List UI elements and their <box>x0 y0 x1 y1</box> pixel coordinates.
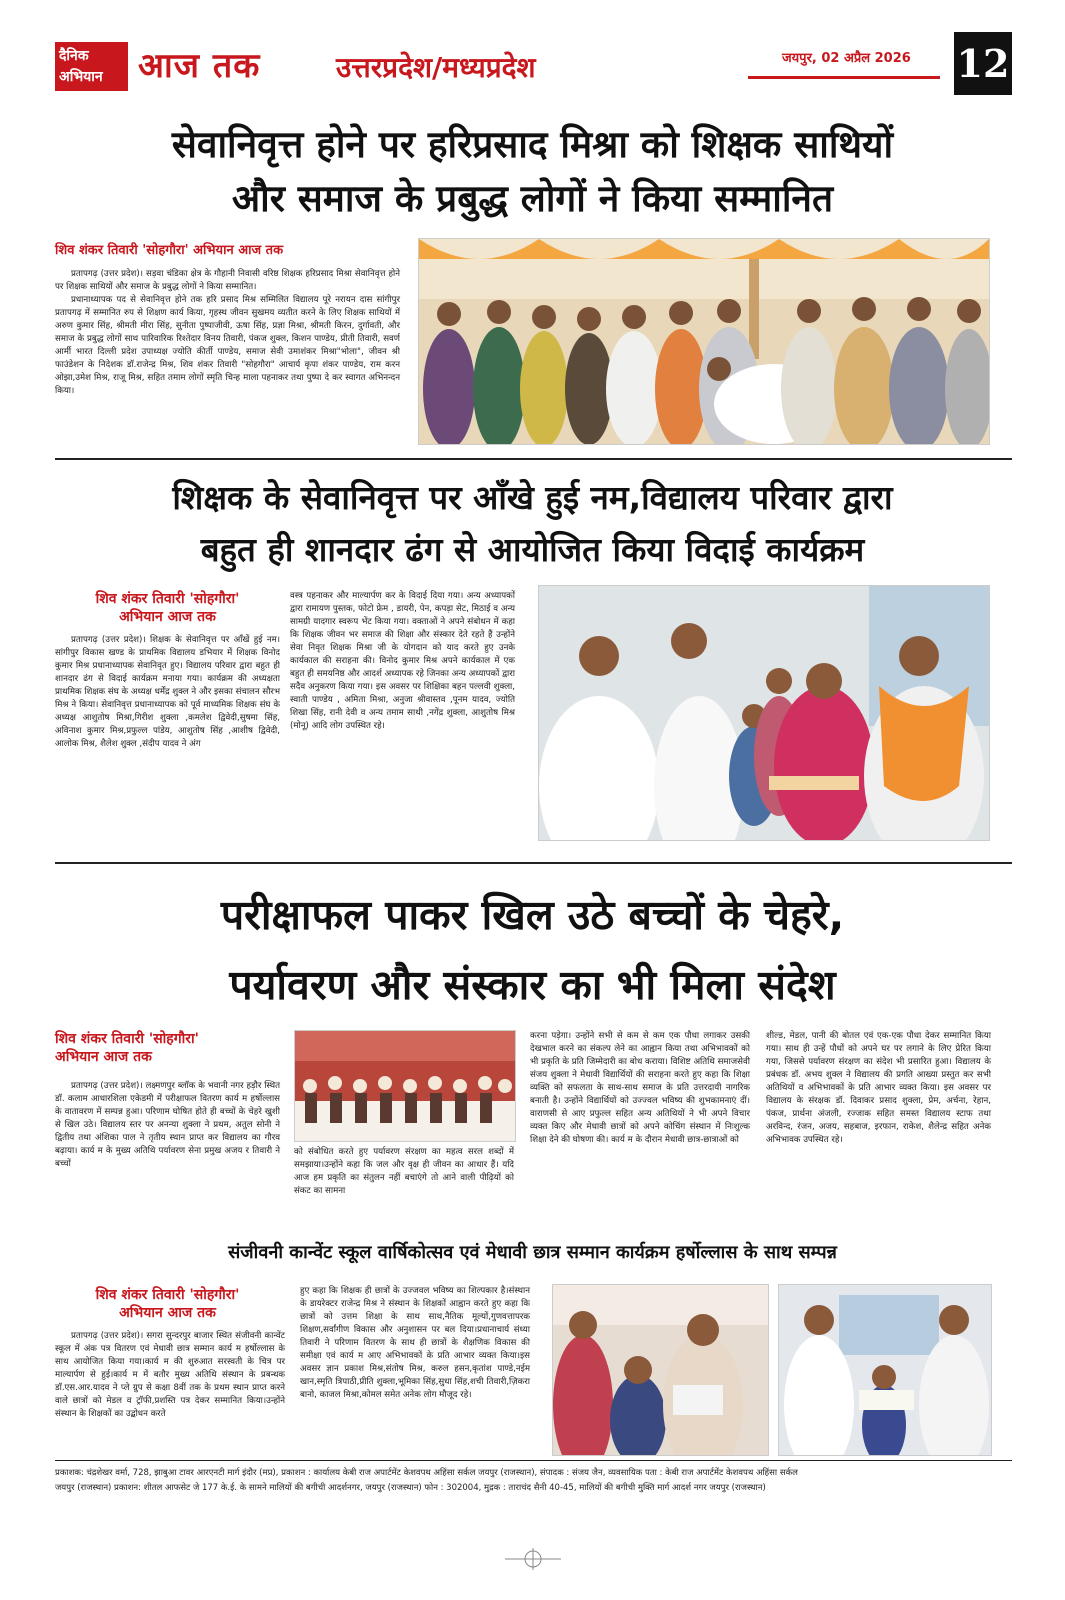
story3-column-2 <box>294 1146 514 1198</box>
story3-headline-line-2: पर्यावरण और संस्कार का भी मिला संदेश <box>229 961 836 1009</box>
story1-paragraph-1: प्रतापगढ़ (उत्तर प्रदेश)। सड़वा चंडिका क्षेत्र के गौहानी निवासी वरिष्ठ शिक्षक हरिप्रसाद मिश्रा सेवानिवृत्त होने पर शिक्षक साथियों और समाज के प्रबुद्ध लोगों ने किया सम्मानित। <box>55 269 400 292</box>
section-title: उत्तरप्रदेश/मध्यप्रदेश <box>336 51 536 84</box>
story1-photo <box>418 238 990 445</box>
story4-photo-2 <box>778 1284 992 1456</box>
story2-byline <box>55 590 280 626</box>
story3-column-1-text: प्रतापगढ़ (उत्तर प्रदेश)। लक्ष्मणपुर ब्लॉक के भवानी नगर हड़ौर स्थित डॉ. कलाम आधारशिला एकेडमी में परीक्षाफल वितरण कार्य म हर्षोल्लास के वातावरण में सम्पन्न हुआ। परिणाम घोषित होते ही बच्चों के चेहरे खुशी से खिल उठे। विद्यालय स्तर पर अनन्या शुक्ला ने प्रथम, अतुल सोनी ने द्वितीय तथा अंशिका पाल ने तृतीय स्थान प्राप्त कर विद्यालय का गौरव बढ़ाया। कार्य म के मुख्य अतिथि पर्यावरण सेना प्रमुख अजय र तिवारी ने बच्चों <box>55 1081 280 1169</box>
imprint-footer <box>55 1466 1012 1496</box>
footer-divider <box>55 1460 1012 1461</box>
result-distribution-photo <box>295 1031 515 1141</box>
story4-byline-paper: अभियान आज तक <box>119 1305 216 1321</box>
story3-column-4-text: शील्ड, मेडल, पानी की बोतल एवं एक-एक पौधा देकर सम्मानित किया गया। साथ ही उन्हें पौधों को अपने घर पर लगाने के लिए प्रेरित किया गया, जिससे पर्यावरण संरक्षण का संदेश भी प्रसारित हुआ। विद्यालय के प्रबंधक डॉ. अभय शुक्ल ने विद्यालय की प्रगति आख्या प्रस्तुत कर सभी अतिथियों व अभिभावकों के प्रति आभार व्यक्त किया। इस अवसर पर विद्यालय के संरक्षक डॉ. दिवाकर प्रसाद शुक्ला, प्रेम, अर्चना, रेहान, पंकज, प्रार्थना अंजली, रज्जाक सहित समस्त विद्यालय स्टाफ तथा अरविन्द, रंजन, अजय, सहबाज, इरफान, राकेश, शैलेन्द्र सहित अनेक अभिभावक उपस्थित रहे। <box>766 1031 991 1145</box>
masthead-brand: आज तक <box>138 46 261 86</box>
masthead-logo-box <box>55 42 128 91</box>
story3-column-1 <box>55 1080 280 1171</box>
masthead-logo-line-1: दैनिक <box>59 48 89 64</box>
story1-headline <box>40 118 1025 226</box>
masthead-logo-line-2: अभियान <box>59 69 103 85</box>
story2-column-1 <box>55 634 280 751</box>
story3-byline-name: शिव शंकर तिवारी 'सोहगौरा' <box>55 1031 199 1047</box>
story2-column-1-text: प्रतापगढ़ (उत्तर प्रदेश)। शिक्षक के सेवानिवृत्त पर आँखें हुई नम। सांगीपुर विकास खण्ड के प्राथमिक विद्यालय डभियार में शिक्षक विनोद कुमार मिश्र प्रधानाध्यापक सेवानिवृत हुए। विद्यालय परिवार द्वारा बहुत ही शानदार ढंग से विदाई कार्यक्रम मनाया गया। कार्यक्रम की अध्यक्षता प्राथमिक शिक्षक संघ के अध्यक्ष धर्मेंद्र शुक्ल ने और इसका संचालन सौरभ मिश्र ने किया। सेवानिवृत्त प्रधानाध्यापक को पूर्व माध्यमिक शिक्षक संघ के अध्यक्ष आशुतोष मिश्रा,गिरीश शुक्ला ,कमलेश द्विवेदी,सुषमा सिंह, अविनाश कुमार मिश्र,प्रफुल्ल पांडेय, आशुतोष सिंह ,आशीष द्विवेदी, आलोक मिश्र, शैलेश शुक्ल ,संदीप यादव ने अंग <box>55 635 280 749</box>
story4-byline <box>55 1286 280 1322</box>
story1-byline: शिव शंकर तिवारी 'सोहगौरा' अभियान आज तक <box>55 243 284 258</box>
page-number: 12 <box>954 32 1012 95</box>
story2-photo <box>538 585 990 841</box>
felicitation-group-photo <box>419 239 989 444</box>
story1-body <box>55 268 400 398</box>
story1-headline-line-1: सेवानिवृत्त होने पर हरिप्रसाद मिश्रा को शिक्षक साथियों <box>171 123 894 166</box>
story2-headline <box>40 472 1025 576</box>
story3-column-4 <box>766 1030 991 1147</box>
section-divider-1 <box>55 458 1012 460</box>
certificate-presentation-photo <box>779 1285 991 1455</box>
student-award-photo <box>553 1285 768 1455</box>
registration-mark-icon <box>505 1548 561 1570</box>
story3-headline-line-1: परीक्षाफल पाकर खिल उठे बच्चों के चेहरे, <box>220 891 845 939</box>
story4-column-2 <box>300 1285 530 1402</box>
story3-column-3-text: करना पड़ेगा। उन्होंने सभी से कम से कम एक पौधा लगाकर उसकी देखभाल करने का संकल्प लेने का आह्वान किया तथा अभिभावकों को भी प्रकृति के प्रति जिम्मेदारी का बोध कराया। विशिष्ट अतिथि समाजसेवी संजय शुक्ला ने मेधावी विद्यार्थियों की सराहना करते हुए कहा कि शिक्षा व्यक्ति को सफलता के साथ-साथ समाज के प्रति उत्तरदायी नागरिक बनाती है। उन्होंने विद्यार्थियों को उज्ज्वल भविष्य की शुभकामनाएं दीं।वाराणसी से आए प्रफुल्ल सहित अन्य अतिथियों ने भी अपने विचार व्यक्त किए और मेधावी छात्रों को अपने कोचिंग संस्थान में निःशुल्क शिक्षा देने की घोषणा की। कार्य म के दौरान मेधावी छात्र-छात्राओं को <box>530 1031 750 1145</box>
story3-column-3 <box>530 1030 750 1147</box>
story4-column-1-text: प्रतापगढ़ (उत्तर प्रदेश)। सगरा सुन्दरपुर बाजार स्थित संजीवनी कान्वेंट स्कूल में अंक पत्र वितरण एवं मेधावी छात्र सम्मान कार्य म हर्षोल्लास के साथ आयोजित किया गया।कार्य म की शुरुआत सरस्वती के चित्र पर माल्यार्पण से हुई।कार्य म में बतौर मुख्य अतिथि संस्थान के प्रबन्धक डॉ.एस.आर.यादव ने प्ले ग्रुप से कक्षा 8वीं तक के प्रथम स्थान प्राप्त करने वाले छात्रों को मेडल व ट्रॉफी,प्रशस्ति पत्र देकर सम्मानित किया।उन्होंने संस्थान के शिक्षकों का उद्बोधन करते <box>55 1331 285 1419</box>
story2-column-2-text: वस्त्र पहनाकर और माल्यार्पण कर के विदाई दिया गया। अन्य अध्यापकों द्वारा रामायण पुस्तक, फोटो फ्रेम , डायरी, पेन, कपड़ा सेट, मिठाई व अन्य सामग्री यादगार स्वरूप भेंट किया गया। वक्ताओं ने अपने संबोधन में कहा कि शिक्षक जीवन भर समाज की शिक्षा और संस्कार देते रहते हैं उन्होंने सेवा निवृत शिक्षक मिश्रा जी के योगदान को याद करते हुए उनके कार्यकाल की सराहना की। विनोद कुमार मिश्र अपने कार्यकाल में एक बहुत ही समयनिष्ठ और आदर्श अध्यापक रहे जिनका अन्य अध्यापकों द्वारा सदैव अनुकरण किया गया। इस अवसर पर शिक्षिका बहन पल्लवी शुक्ला, स्वाती पाण्डेय , अमिता मिश्रा, अनुजा श्रीवास्तव ,पूनम यादव, ज्योति शिखा सिंह, रानी देवी व अन्य तमाम साथी ,नगेंद्र शुक्ला, आशुतोष मिश्र (मोनू) आदि लोग उपस्थित रहे। <box>290 591 515 731</box>
story3-byline-paper: अभियान आज तक <box>55 1049 152 1065</box>
imprint-line-2: जयपुर (राजस्थान) प्रकाशन: शीतल आफसेट जे 177 के.ई. के सामने मालियों की बगीची आदर्शनगर, जयपुर (राजस्थान) फोन : 302004, मुद्रक : ताराचंद सैनी 40-45, मालियों की बगीची मुक्ति मार्ग आदर्श नगर जयपुर (राजस्थान) <box>55 1483 766 1493</box>
story1-paragraph-2: प्रधानाध्यापक पद से सेवानिवृत्त होने तक हरि प्रसाद मिश्र सम्मिलित विद्यालय पूरे नरायन दास सांगीपुर प्रतापगढ़ में सम्मानित रुप से शिक्षण कार्य किया, गृहस्थ जीवन सुखमय व्यतीत करने के लिए शिक्षक साथियों में अरुण कुमार सिंह, श्रीमती मीरा सिंह, सुनीता पुष्पाजीवी, ऊषा सिंह, प्रज्ञा मिश्रा, श्रीमती किरन, दुर्गावती, और समाज के प्रबुद्ध लोगों साथ पारिवारिक रिश्तेदार विनय तिवारी, पंकज शुक्ल, किशन पाण्डेय, प्रीती तिवारी, सवर्ण आर्मी भारत दिल्ली प्रदेश उपाध्यक्ष ज्योति कीर्ती पाण्डेय, समाज सेवी उमाशंकर मिश्रा"भोला", जीवन श्री फाउंडेशन के निदेशक डॉ.राजेन्द्र मिश्र, शिव शंकर तिवारी "सोहगौरा" आचार्य कृपा शंकर पाण्डेय, राम करन ओझा,उमेश मिश्र, राजू मिश्र, सहित तमाम लोगों स्मृति चिन्ह माला पहनाकर तथा पुष्पा दे कर स्वागत अभिनन्दन किया। <box>55 295 400 396</box>
issue-date: जयपुर, 02 अप्रैल 2026 <box>782 51 911 66</box>
farewell-ceremony-photo <box>539 586 989 840</box>
story4-headline: संजीवनी कान्वेंट स्कूल वार्षिकोत्सव एवं मेधावी छात्र सम्मान कार्यक्रम हर्षोल्लास के साथ सम्पन्न <box>228 1242 837 1263</box>
story1-headline-line-2: और समाज के प्रबुद्ध लोगों ने किया सम्मानित <box>231 177 834 220</box>
story4-byline-name: शिव शंकर तिवारी 'सोहगौरा' <box>95 1287 240 1303</box>
story2-headline-line-1: शिक्षक के सेवानिवृत्त पर आँखे हुई नम,विद्यालय परिवार द्वारा <box>172 478 893 517</box>
story2-headline-line-2: बहुत ही शानदार ढंग से आयोजित किया विदाई कार्यक्रम <box>200 530 865 569</box>
story3-photo <box>294 1030 516 1142</box>
story3-column-2-text: को संबोधित करते हुए पर्यावरण संरक्षण का महत्व सरल शब्दों में समझाया।उन्होंने कहा कि जल और वृक्ष ही जीवन का आधार हैं। यदि आज हम प्रकृति का संतुलन नहीं बचाएंगे तो आने वाली पीढ़ियों को संकट का सामना <box>294 1147 514 1196</box>
story2-byline-paper: अभियान आज तक <box>119 609 216 625</box>
story4-column-1 <box>55 1330 285 1421</box>
imprint-line-1: प्रकाशक: चंद्रशेखर वर्मा, 728, झाबुआ टावर आरएनटी मार्ग इंदौर (मप्र), प्रकाशन : कार्यालय केबी राज अपार्टमेंट केशवपथ अहिंसा सर्कल जयपुर (राजस्थान), संपादक : संजय जैन, व्यवसायिक पता : केबी राज अपार्टमेंट केशवपथ अहिंसा सर्कल <box>55 1468 798 1478</box>
story3-headline <box>40 880 1025 1020</box>
story4-photo-1 <box>552 1284 769 1456</box>
story2-byline-name: शिव शंकर तिवारी 'सोहगौरा' <box>95 591 240 607</box>
story4-column-2-text: हुए कहा कि शिक्षक ही छात्रों के उज्जवल भविष्य का शिल्पकार है।संस्थान के डायरेक्टर राजेन्द्र मिश्र ने संस्थान के शिक्षकों आह्वान करते हुए कहा कि छात्रों को उत्तम शिक्षा के साथ साथ,नैतिक मूल्यों,गुणवत्तापरक शिक्षण,सर्वांगीण विकास और अनुशासन पर बल दिया।प्रधानाचार्य संध्या तिवारी ने परिणाम वितरण के साथ ही छात्रों के शैक्षणिक विकास की समीक्षा एवं कार्य म आए अभिभावकों के प्रति आभार व्यक्त किया।इस अवसर ज्ञान प्रकाश मिश्र,संतोष मिश्र, करुल हसन,कृतांश पाण्डे,नईम खान,स्मृति त्रिपाठी,प्रीति शुक्ला,भूमिका सिंह,सुधा सिंह,शची तिवारी,ज़िकरा बानो, काजल मिश्रा,कोमल समेत अनेक लोग मौजूद रहे। <box>300 1286 530 1400</box>
masthead-rule <box>748 76 940 79</box>
story3-byline <box>55 1030 280 1066</box>
story2-column-2 <box>290 590 515 733</box>
section-divider-2 <box>55 862 1012 864</box>
